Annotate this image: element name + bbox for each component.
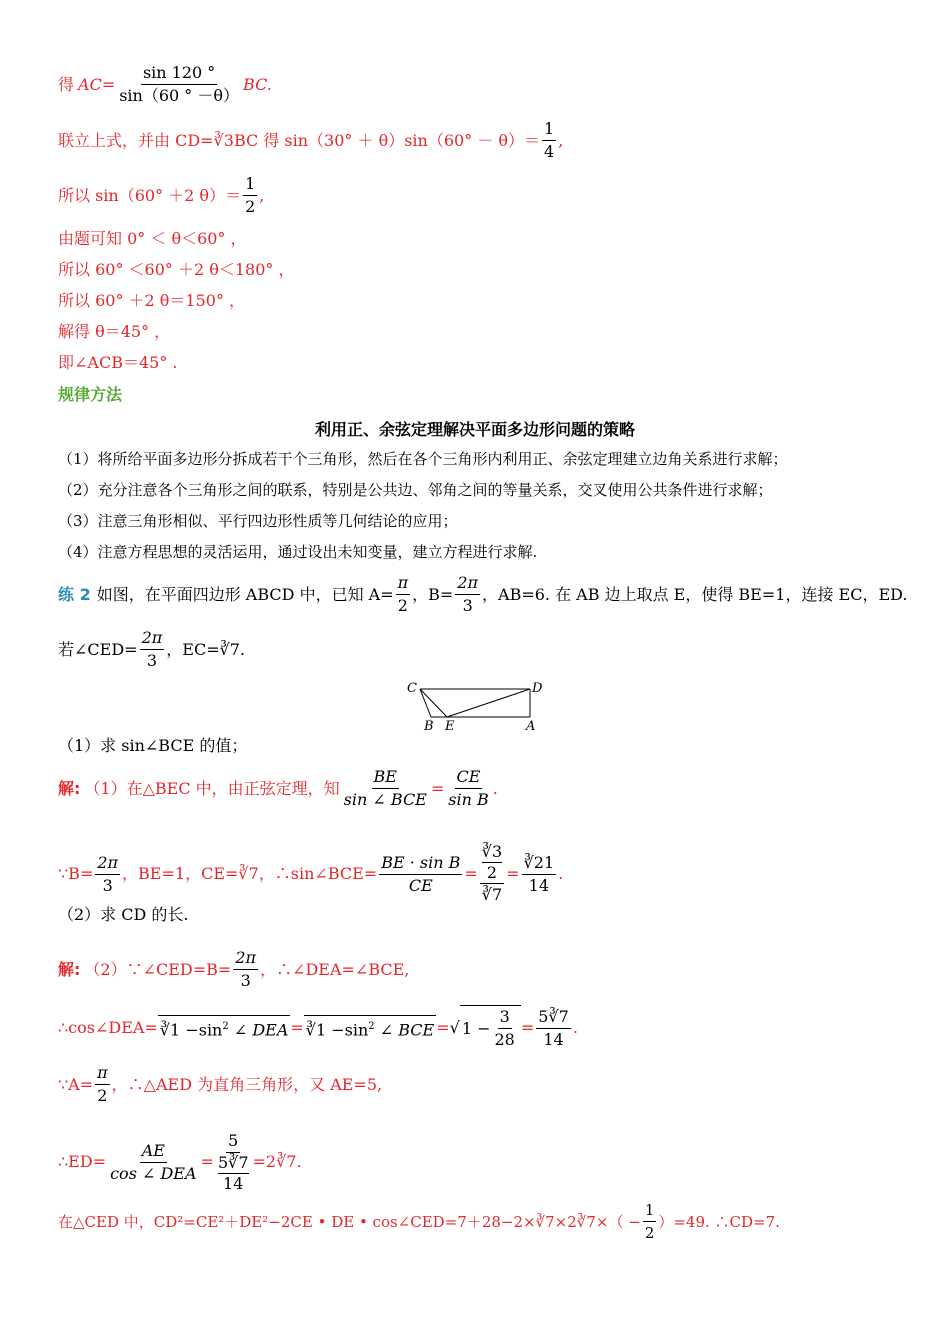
denominator: 2 (644, 1224, 655, 1242)
answer-line-product (58, 118, 910, 163)
fraction (493, 1006, 517, 1051)
text: ，∴△AED 为直角三角形，又 AE=5, (111, 1074, 383, 1094)
numerator: π (396, 572, 411, 595)
fraction (108, 1140, 198, 1185)
solution-1-line-2 (58, 842, 910, 906)
solution-label: 解: (58, 959, 81, 979)
solution-2-line-5 (58, 1199, 910, 1244)
fraction (396, 572, 411, 617)
numerator: ∛21 (522, 852, 557, 875)
numerator: 1 (643, 1199, 657, 1222)
denominator: 2 (245, 197, 256, 216)
numerator: BE · sin B (379, 852, 462, 875)
solution-1-line-1 (58, 766, 910, 811)
text: ，BE=1，CE=∛7，∴sin∠BCE= (122, 864, 378, 883)
text: ，B= (412, 584, 454, 604)
text: 在△CED 中，CD²=CE²＋DE²−2CE • DE • cos∠CED=7＋28−2×∛7×2∛7×（ − (58, 1212, 641, 1231)
answer-line-sin (58, 173, 910, 218)
radical (158, 1015, 291, 1041)
exercise-statement (58, 572, 910, 617)
fraction (140, 627, 165, 672)
denominator: 3 (240, 971, 251, 990)
exercise-statement-2 (58, 627, 910, 672)
text: （2）∵∠CED=B= (84, 959, 232, 979)
numerator: sin 120 ° (141, 62, 217, 85)
text: 所以 sin（60° ＋2 θ）＝ (58, 185, 242, 205)
numerator: 2π (455, 572, 480, 595)
label-b: B (424, 719, 434, 734)
numerator: 5 (226, 1130, 240, 1153)
answer-line-range: 由题可知 0° ＜ θ＜60° ， (58, 229, 247, 248)
numerator: BE (372, 766, 399, 789)
numerator: 3 (498, 1006, 512, 1029)
fraction (243, 173, 257, 218)
text: , (259, 185, 265, 205)
text: ∴ED= (58, 1152, 107, 1171)
text: （1）在△BEC 中，由正弦定理，知 (84, 778, 340, 798)
radical (304, 1015, 436, 1041)
text: 联立上式，并由 CD=∛3BC 得 sin（30° ＋ θ）sin（60° － θ）＝ (58, 130, 541, 150)
numerator: 1 (243, 173, 257, 196)
denominator: 14 (528, 875, 550, 895)
denominator: 3 (146, 651, 158, 670)
answer-line-theta: 解得 θ＝45° ， (58, 322, 171, 341)
text: BC. (243, 74, 272, 94)
solution-2-line-2 (58, 1005, 910, 1051)
answer-line-ac (58, 62, 910, 107)
numerator: 2π (233, 947, 258, 970)
method-item: （1）将所给平面多边形分拆成若干个三角形，然后在各个三角形内利用正、余弦定理建立边角关系进行求解； (58, 450, 788, 468)
label-e: E (445, 719, 455, 734)
numerator: AE (140, 1140, 167, 1163)
label-c: C (407, 681, 417, 696)
method-heading: 规律方法 (58, 385, 123, 404)
fraction (117, 62, 241, 107)
fraction (342, 766, 429, 811)
denominator: sin ∠ BCE (343, 790, 427, 809)
numerator: 1 (542, 118, 556, 141)
text: = (464, 864, 478, 883)
edge-cb (420, 689, 431, 717)
numerator (480, 842, 504, 884)
text: AC= (78, 74, 116, 94)
text: ∵A= (58, 1074, 94, 1094)
inner-numerator: 5∛7 (217, 1153, 249, 1172)
label-d: D (532, 681, 543, 696)
text: = (430, 778, 445, 798)
solution-2-line-3 (58, 1062, 910, 1107)
fraction (379, 852, 462, 897)
radical-sign: √ (449, 1018, 460, 1037)
denominator: CE (408, 875, 433, 895)
denominator: 3 (102, 875, 113, 895)
solution-2-line-1 (58, 947, 910, 992)
answer-line-eq: 所以 60° ＋2 θ＝150° ， (58, 291, 246, 310)
solution-label: 解: (58, 778, 81, 798)
numerator: 2π (140, 627, 165, 650)
fraction (542, 118, 556, 163)
edge-ed (447, 689, 530, 717)
radical (460, 1005, 521, 1051)
method-item: （4）注意方程思想的灵活运用，通过设出未知变量，建立方程进行求解. (58, 543, 538, 561)
radicand: 1 − (461, 1018, 491, 1038)
text: ∵B= (58, 864, 94, 883)
inner-denominator: 14 (223, 1174, 244, 1193)
radicand: ∛1 −sin (305, 1020, 369, 1040)
text: = (520, 1018, 535, 1037)
method-title: 利用正、余弦定理解决平面多边形问题的策略 (314, 420, 635, 439)
denominator: sin B (448, 790, 489, 809)
text: 若∠CED= (58, 639, 138, 659)
superscript: 2 (222, 1020, 229, 1032)
denominator: cos ∠ DEA (110, 1163, 197, 1183)
radicand: ∛1 −sin (159, 1020, 223, 1040)
text: 如图，在平面四边形 ABCD 中，已知 A= (96, 584, 394, 604)
text: . (492, 778, 498, 798)
denominator: 2 (397, 596, 408, 615)
text: = (200, 1152, 214, 1171)
edge-ce (420, 689, 447, 717)
part-1-question: （1）求 sin∠BCE 的值； (58, 736, 248, 755)
radicand-tail: ∠ BCE (374, 1020, 435, 1040)
numerator: 5∛7 (536, 1006, 571, 1029)
denominator: 2 (97, 1086, 108, 1105)
solution-2-line-4 (58, 1130, 910, 1194)
fraction (233, 947, 258, 992)
quadrilateral-figure (405, 678, 545, 734)
text: ∴cos∠DEA= (58, 1018, 158, 1037)
denominator: 3 (462, 596, 473, 615)
text: , (558, 130, 564, 150)
text: ，AB=6. 在 AB 边上取点 E，使得 BE=1，连接 EC，ED. (482, 584, 908, 604)
denominator: 28 (494, 1030, 515, 1049)
numerator: 2π (95, 852, 120, 875)
numerator: CE (455, 766, 483, 789)
fraction (455, 572, 480, 617)
numerator: π (95, 1062, 110, 1085)
denominator: 14 (543, 1029, 564, 1049)
text: ）=49. ∴CD=7. (658, 1212, 780, 1231)
inner-denominator: 2 (486, 863, 498, 882)
denominator (216, 1153, 251, 1194)
text: =2∛7. (252, 1152, 302, 1171)
exercise-label: 练 2 (58, 584, 91, 604)
fraction (522, 852, 557, 897)
fraction (446, 766, 490, 811)
fraction (536, 1006, 571, 1051)
answer-line-range2: 所以 60° ＜60° ＋2 θ＜180° ， (58, 260, 295, 279)
fraction (95, 1062, 110, 1107)
text: 得 (58, 74, 75, 94)
text: = (436, 1018, 450, 1037)
label-a: A (526, 719, 536, 734)
fraction (95, 852, 120, 897)
superscript: 2 (368, 1020, 375, 1032)
denominator: sin（60 ° －θ） (119, 86, 240, 105)
fraction (643, 1199, 657, 1244)
method-item: （2）充分注意各个三角形之间的联系，特别是公共边、邻角之间的等量关系，交叉使用公共条件进行求解； (58, 481, 773, 499)
text: ，EC=∛7. (166, 639, 246, 659)
text: . (572, 1018, 578, 1037)
denominator: ∛7 (481, 885, 503, 904)
compound-fraction (216, 1130, 251, 1194)
text: . (558, 864, 564, 883)
method-item: （3）注意三角形相似、平行四边形性质等几何结论的应用； (58, 512, 458, 530)
radicand-tail: ∠ DEA (228, 1020, 289, 1040)
text: = (290, 1018, 304, 1037)
text: ，∴∠DEA=∠BCE, (260, 959, 410, 979)
compound-fraction (480, 842, 504, 906)
answer-line-angle: 即∠ACB＝45° . (58, 353, 178, 372)
denominator: 4 (544, 142, 555, 161)
inner-numerator: ∛3 (481, 842, 503, 861)
text: = (506, 864, 520, 883)
part-2-question: （2）求 CD 的长. (58, 905, 189, 924)
